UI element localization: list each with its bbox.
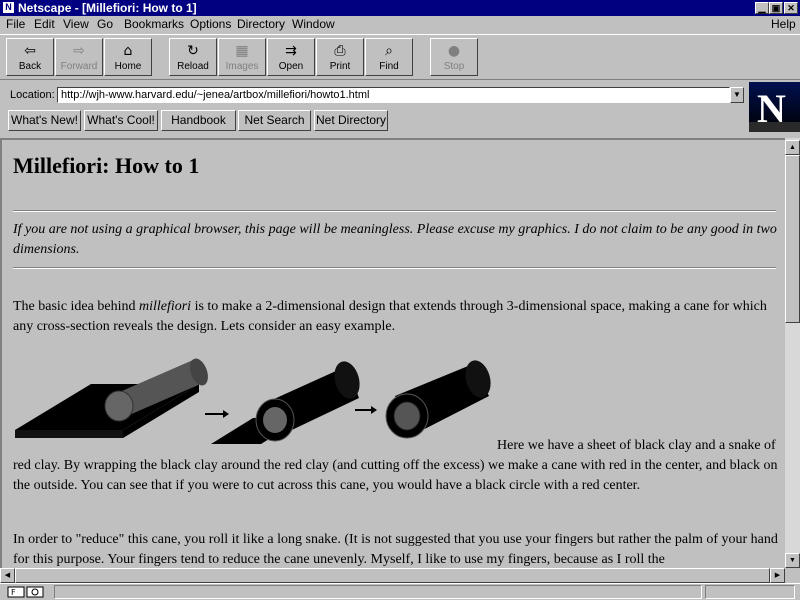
net-directory-button[interactable]: Net Directory — [314, 110, 388, 131]
home-button[interactable] — [104, 38, 152, 76]
divider — [13, 210, 776, 212]
intro-text-start: The basic idea behind — [13, 299, 139, 314]
stop-label: Stop — [443, 61, 465, 72]
menu-window[interactable]: Window — [292, 17, 335, 31]
find-label: Find — [379, 61, 399, 72]
net-search-button[interactable]: Net Search — [238, 110, 311, 131]
open-button[interactable] — [267, 38, 315, 76]
close-button[interactable]: ✕ — [784, 2, 798, 14]
binoculars-icon: ⌕ — [385, 43, 393, 59]
horizontal-scroll-thumb[interactable] — [15, 568, 770, 583]
scroll-left-arrow-icon[interactable]: ◀ — [0, 568, 15, 583]
arrow-icon — [355, 406, 377, 414]
menu-go[interactable]: Go — [97, 17, 114, 31]
security-key-icon[interactable] — [7, 586, 45, 598]
images-icon: ▦ — [235, 43, 249, 59]
back-arrow-icon: ⇦ — [24, 43, 36, 59]
directory-buttons-bar — [0, 109, 748, 133]
navigation-toolbar — [0, 34, 800, 80]
vertical-scroll-thumb[interactable] — [785, 155, 800, 323]
arrow-icon — [205, 410, 229, 418]
open-label: Open — [278, 61, 304, 72]
back-button[interactable] — [6, 38, 54, 76]
menu-directory[interactable]: Directory — [237, 17, 286, 31]
print-label: Print — [329, 61, 351, 72]
whats-new-button[interactable]: What's New! — [8, 110, 81, 131]
graphical-browser-notice: If you are not using a graphical browser, this page will be meaningless. Please excuse my graphics. I do not claim to be any good in two dimensions. — [13, 222, 777, 257]
svg-text:F: F — [11, 588, 16, 597]
stop-button[interactable] — [430, 38, 478, 76]
maximize-button[interactable]: ▣ — [769, 2, 783, 14]
page-content[interactable] — [0, 138, 785, 568]
home-icon: ⌂ — [123, 43, 133, 59]
location-label: Location: — [10, 89, 55, 101]
forward-label: Forward — [60, 61, 98, 72]
images-label: Images — [225, 61, 259, 72]
figure-caption-paragraph: Here we have a sheet of black clay and a snake of red clay. By wrapping the black clay around the red clay (and cutting off the excess) we make a cane with red in the center, and black on the outside. You can see that if you were to cut across this cane, you would have a black circle with a red center. — [13, 438, 778, 493]
intro-text-end: is to make a 2-dimensional design that extends through 3-dimensional space, making a cane for which any cross-section reveals the design. Lets consider an easy example. — [13, 299, 767, 334]
location-url-field[interactable]: http://wjh-www.harvard.edu/~jenea/artbox/millefiori/howto1.html — [57, 87, 730, 103]
netscape-app-icon[interactable]: N — [3, 2, 14, 13]
window-title: Netscape - [Millefiori: How to 1] — [18, 1, 197, 15]
horizontal-scrollbar[interactable] — [0, 568, 785, 583]
location-bar — [0, 82, 748, 108]
home-label: Home — [114, 61, 142, 72]
window-title-bar[interactable] — [0, 0, 800, 16]
logo-letter: N — [757, 86, 786, 131]
divider — [13, 267, 776, 269]
menu-bar — [0, 16, 800, 34]
scroll-down-arrow-icon[interactable]: ▼ — [785, 553, 800, 568]
whats-cool-button[interactable]: What's Cool! — [84, 110, 158, 131]
location-dropdown-arrow-icon[interactable]: ▼ — [730, 87, 744, 103]
menu-edit[interactable]: Edit — [34, 17, 55, 31]
handbook-button[interactable]: Handbook — [161, 110, 236, 131]
forward-button[interactable] — [55, 38, 103, 76]
finished-cane-stage — [386, 358, 493, 438]
reload-button[interactable] — [169, 38, 217, 76]
images-button[interactable] — [218, 38, 266, 76]
netscape-throbber-logo[interactable] — [749, 82, 800, 132]
open-icon: ⇉ — [285, 43, 297, 59]
menu-options[interactable]: Options — [190, 17, 232, 31]
menu-file[interactable]: File — [6, 17, 26, 31]
printer-icon: ⎙ — [334, 43, 346, 59]
intro-emphasis: millefiori — [138, 299, 192, 314]
progress-field — [705, 585, 795, 599]
page-title: Millefiori: How to 1 — [13, 153, 200, 178]
reload-label: Reload — [177, 61, 209, 72]
find-button[interactable] — [365, 38, 413, 76]
reduce-paragraph: In order to "reduce" this cane, you roll it like a long snake. (It is not suggested that you use your fingers but rather the palm of your hand for this purpose. Your fingers tend to reduce the cane unevenly. Myself, I like to use my fingers, because as I roll the — [13, 532, 778, 567]
vertical-scrollbar[interactable] — [785, 138, 800, 568]
intro-paragraph — [13, 297, 778, 337]
menu-bookmarks[interactable]: Bookmarks — [124, 17, 185, 31]
reload-icon: ↻ — [187, 43, 199, 59]
status-message-field — [54, 585, 702, 599]
wrapping-stage — [211, 359, 364, 444]
minimize-button[interactable]: ▁ — [755, 2, 769, 14]
scroll-up-arrow-icon[interactable]: ▲ — [785, 140, 800, 155]
scrollbar-corner — [785, 568, 800, 583]
status-bar — [0, 583, 800, 600]
stop-icon: ● — [447, 43, 461, 59]
back-label: Back — [18, 61, 42, 72]
menu-help[interactable]: Help — [771, 17, 796, 31]
forward-arrow-icon: ⇨ — [73, 43, 85, 59]
menu-view[interactable]: View — [63, 17, 89, 31]
print-button[interactable] — [316, 38, 364, 76]
scroll-right-arrow-icon[interactable]: ▶ — [770, 568, 785, 583]
clay-sheet-stage — [15, 356, 211, 438]
